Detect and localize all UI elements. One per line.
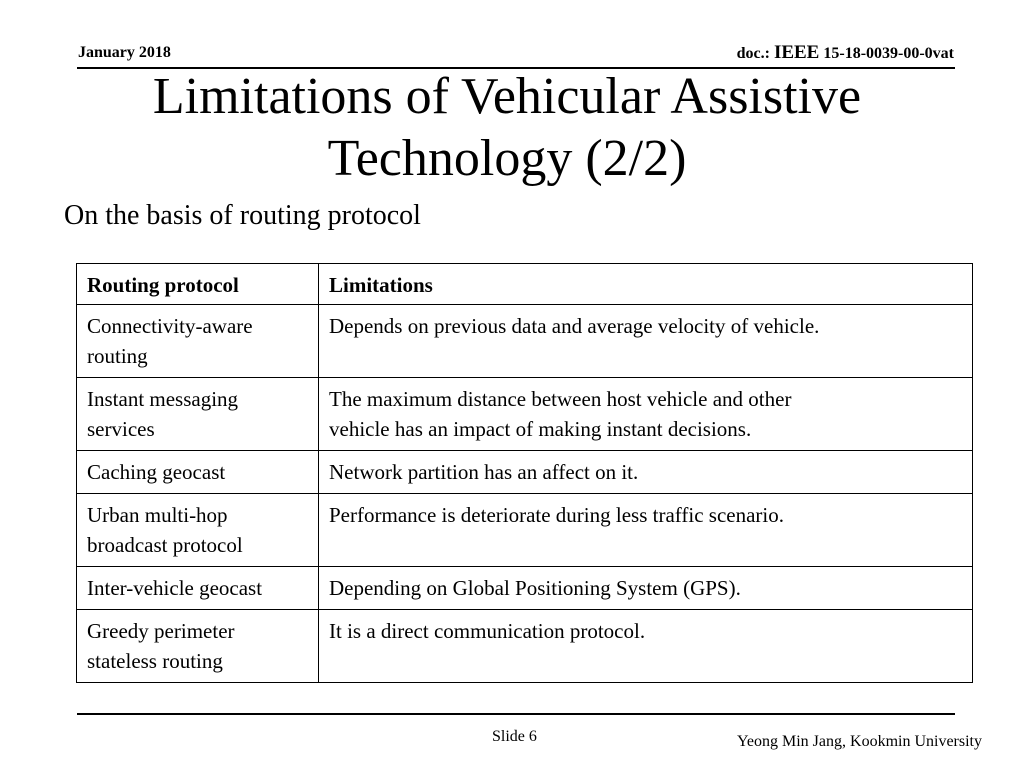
limitation-cell-line: Depending on Global Positioning System (GPS). [329, 576, 741, 600]
protocol-cell-line: Connectivity-aware [87, 314, 253, 338]
slide-title-line-1: Limitations of Vehicular Assistive [152, 68, 862, 125]
footer-divider [77, 713, 955, 715]
protocol-cell-line: Inter-vehicle geocast [87, 576, 263, 600]
protocol-cell [77, 451, 319, 494]
protocol-cell-line: Instant messaging [87, 387, 239, 411]
protocol-cell-line: Caching geocast [87, 460, 226, 484]
limitation-cell [319, 610, 973, 683]
slide-subtitle: On the basis of routing protocol [64, 200, 421, 231]
limitation-cell [319, 451, 973, 494]
limitation-cell-line: Depends on previous data and average velocity of vehicle. [329, 314, 820, 338]
table-header-row [77, 264, 973, 305]
protocol-cell [77, 494, 319, 567]
protocol-cell-line: routing [87, 344, 148, 368]
limitation-cell [319, 567, 973, 610]
protocol-cell-line: services [87, 417, 155, 441]
slide-number: Slide 6 [492, 728, 537, 745]
table-body [77, 305, 973, 683]
limitations-table [76, 263, 973, 683]
protocol-cell-line: Urban multi-hop [87, 503, 228, 527]
header-doc-id [737, 42, 954, 64]
limitation-cell-line: It is a direct communication protocol. [329, 619, 646, 643]
table-row [77, 305, 973, 378]
column-header-limitations: Limitations [319, 264, 973, 305]
header-date: January 2018 [78, 44, 171, 61]
protocol-cell-line: broadcast protocol [87, 533, 243, 557]
table-row [77, 610, 973, 683]
limitation-cell [319, 494, 973, 567]
header-doc-prefix: doc.: [736, 45, 774, 62]
limitation-cell-line: vehicle has an impact of making instant decisions. [329, 417, 752, 441]
protocol-cell-line: Greedy perimeter [87, 619, 235, 643]
column-header-routing-protocol: Routing protocol [77, 264, 319, 305]
protocol-cell [77, 305, 319, 378]
limitation-cell-line: Performance is deteriorate during less traffic scenario. [329, 503, 785, 527]
limitation-cell [319, 305, 973, 378]
protocol-cell-line: stateless routing [87, 649, 223, 673]
limitation-cell-line: Network partition has an affect on it. [329, 460, 639, 484]
header-doc-ieee: IEEE [773, 42, 820, 63]
limitation-cell [319, 378, 973, 451]
slide-title-line-2: Technology (2/2) [327, 130, 687, 187]
table-row [77, 378, 973, 451]
table-row [77, 567, 973, 610]
table-row [77, 451, 973, 494]
protocol-cell [77, 378, 319, 451]
limitation-cell-line: The maximum distance between host vehicle and other [329, 387, 792, 411]
slide-title [0, 66, 1014, 190]
footer-author: Yeong Min Jang, Kookmin University [736, 733, 982, 750]
header-doc-number: 15-18-0039-00-0vat [819, 45, 954, 62]
protocol-cell [77, 610, 319, 683]
table-row [77, 494, 973, 567]
protocol-cell [77, 567, 319, 610]
